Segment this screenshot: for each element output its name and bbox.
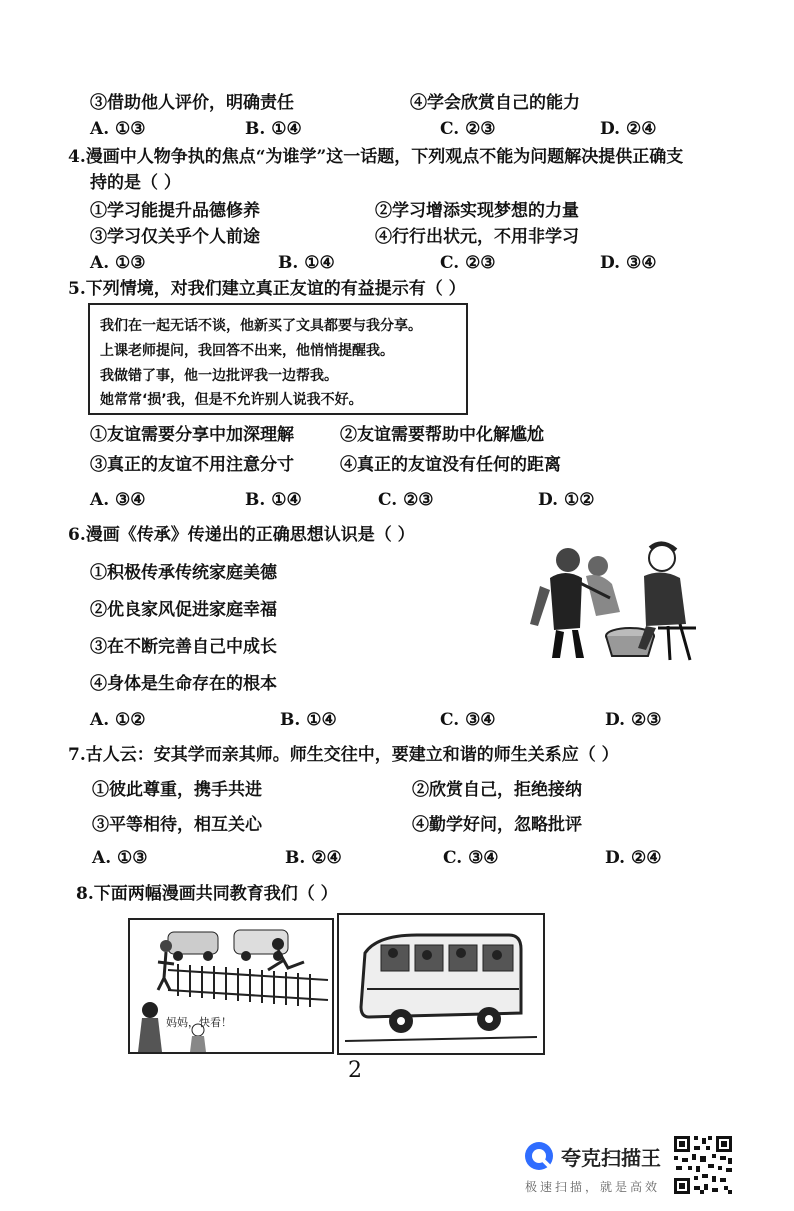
q4-option-1: ①学习能提升品德修养 [90,201,260,221]
q5-option-3: ③真正的友谊不用注意分寸 [90,455,294,475]
q5-option-1: ①友谊需要分享中加深理解 [90,425,294,445]
q5-scenario-line-1: 我们在一起无话不谈，他新买了文具都要与我分享。 [100,318,422,334]
q6-choice-b: B. ①④ [280,710,337,730]
q5-scenario-line-3: 我做错了事，他一边批评我一边帮我。 [100,368,338,384]
q7-choice-b: B. ②④ [285,848,342,868]
q7-stem: 7.古人云：安其学而亲其师。师生交往中，要建立和谐的师生关系应（ ） [68,745,619,765]
q7-option-2: ②欣赏自己，拒绝接纳 [412,780,582,800]
q8-speech-bubble: 妈妈，快看！ [166,1016,232,1029]
q3-choice-a: A. ①③ [90,119,146,139]
q4-choice-a: A. ①③ [90,253,146,273]
q6-option-4: ④身体是生命存在的根本 [90,674,277,694]
footer-slogan: 极速扫描，就是高效 [525,1180,661,1194]
qr-code-icon [672,1134,734,1196]
q5-option-4: ④真正的友谊没有任何的距离 [340,455,561,475]
q6-option-2: ②优良家风促进家庭幸福 [90,600,277,620]
page-number: 2 [348,1058,362,1083]
q6-stem: 6.漫画《传承》传递出的正确思想认识是（ ） [68,525,415,545]
q4-stem-line2: 持的是（ ） [90,173,181,193]
q4-choice-d: D. ③④ [600,253,657,273]
q4-option-2: ②学习增添实现梦想的力量 [375,201,579,221]
q5-scenario-line-2: 上课老师提问，我回答不出来，他悄悄提醒我。 [100,343,394,359]
q7-option-3: ③平等相待，相互关心 [92,815,262,835]
q4-option-4: ④行行出状元，不用非学习 [375,227,579,247]
q5-scenario-box [88,303,468,415]
footer-brand [523,1138,663,1198]
q4-choice-c: C. ②③ [440,253,496,273]
q6-choice-c: C. ③④ [440,710,496,730]
footer-brand-name: 夸克扫描王 [561,1146,661,1170]
q7-choice-a: A. ①③ [92,848,148,868]
quark-logo-icon [523,1140,555,1172]
q5-scenario-line-4: 她常常‘损’我，但是不允许别人说我不好。 [100,392,363,408]
q3-choice-b: B. ①④ [245,119,302,139]
q3-choice-c: C. ②③ [440,119,496,139]
q6-choice-d: D. ②③ [605,710,662,730]
q7-choice-d: D. ②④ [605,848,662,868]
q4-stem-line1: 4.漫画中人物争执的焦点“为谁学”这一话题，下列观点不能为问题解决提供正确支 [68,147,684,167]
q5-choice-c: C. ②③ [378,490,434,510]
q6-option-1: ①积极传承传统家庭美德 [90,563,277,583]
q7-choice-c: C. ③④ [443,848,499,868]
q6-choice-a: A. ①② [90,710,146,730]
q8-cartoon-left-image [128,918,334,1054]
q7-option-4: ④勤学好问，忽略批评 [412,815,582,835]
q5-choice-d: D. ①② [538,490,595,510]
q6-cartoon-image [520,538,705,663]
q5-option-2: ②友谊需要帮助中化解尴尬 [340,425,544,445]
q4-option-3: ③学习仅关乎个人前途 [90,227,260,247]
q3-option-4: ④学会欣赏自己的能力 [410,93,580,113]
q4-choice-b: B. ①④ [278,253,335,273]
q8-cartoon-right-image [337,913,545,1055]
q8-stem: 8.下面两幅漫画共同教育我们（ ） [76,884,338,904]
q3-option-3: ③借助他人评价，明确责任 [90,93,294,113]
q7-option-1: ①彼此尊重，携手共进 [92,780,262,800]
q3-choice-d: D. ②④ [600,119,657,139]
q5-stem: 5.下列情境，对我们建立真正友谊的有益提示有（ ） [68,279,466,299]
q5-choice-a: A. ③④ [90,490,146,510]
q6-option-3: ③在不断完善自己中成长 [90,637,277,657]
q5-choice-b: B. ①④ [245,490,302,510]
